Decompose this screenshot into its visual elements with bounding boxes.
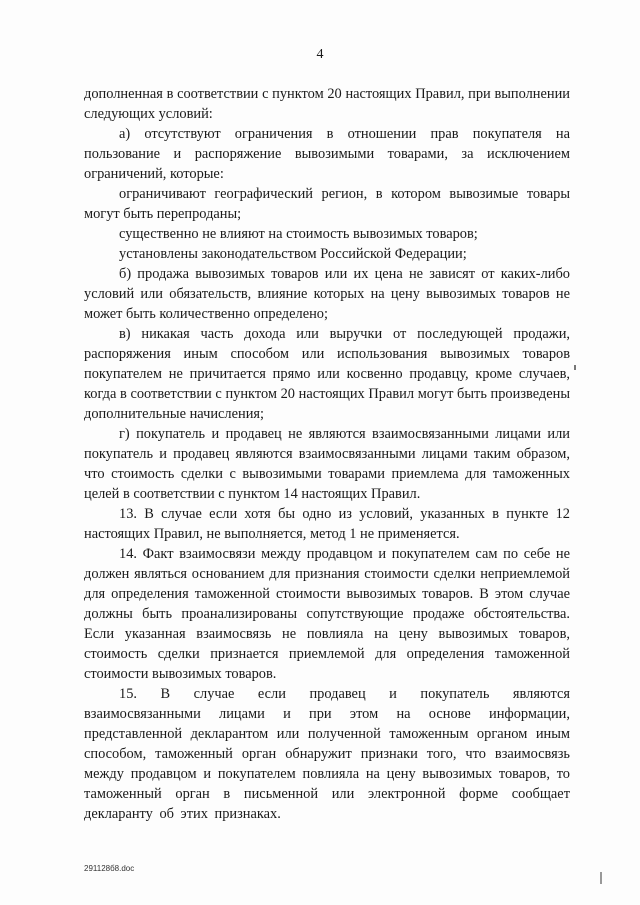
paragraph-continuation: дополненная в соответствии с пунктом 20 настоящих Правил, при выполнении следующих условий: [84,86,570,122]
paragraph-15: 15. В случае если продавец и покупатель являются взаимосвязанными лицами и при этом на основе информации, представленной декларантом или полученной таможенным органом иным способом, таможенный орган обнаружит признаки того, что взаимосвязь между продавцом и покупателем повлияла на цену вывозимых товаров, то таможенный орган в письменной или электронной форме сообщает декларанту об этих признаках. [84,686,570,822]
document-body [84,84,570,824]
paragraph-restriction-value: существенно не влияют на стоимость вывозимых товаров; [119,226,478,242]
paragraph-item-a: а) отсутствуют ограничения в отношении прав покупателя на пользование и распоряжение вывозимыми товарами, за исключением ограничений, которые: [84,126,570,182]
scan-mark-bottom [600,872,602,884]
paragraph-item-g: г) покупатель и продавец не являются взаимосвязанными лицами или покупатель и продавец являются взаимосвязанными лицами таким образом, что стоимость сделки с вывозимыми товарами приемлема для таможенных целей в соответствии с пунктом 14 настоящих Правил. [84,426,570,502]
paragraph-restriction-law: установлены законодательством Российской Федерации; [119,246,467,262]
footer-filename: 291128б8.doc [84,864,135,873]
paragraph-13: 13. В случае если хотя бы одно из условий, указанных в пункте 12 настоящих Правил, не выполняется, метод 1 не применяется. [84,506,570,542]
paragraph-item-b: б) продажа вывозимых товаров или их цена не зависят от каких-либо условий или обязательств, влияние которых на цену вывозимых товаров не может быть количественно определено; [84,266,570,322]
page-number: 4 [316,47,324,62]
scan-mark [574,365,576,370]
paragraph-restriction-region: ограничивают географический регион, в котором вывозимые товары могут быть перепроданы; [84,186,570,222]
paragraph-14: 14. Факт взаимосвязи между продавцом и покупателем сам по себе не должен являться основанием для признания стоимости сделки неприемлемой для определения таможенной стоимости вывозимых товаров. В этом случае должны быть проанализированы сопутствующие продаже обстоятельства. Если указанная взаимосвязь не повлияла на цену вывозимых товаров, стоимость сделки признается приемлемой для определения таможенной стоимости вывозимых товаров. [84,546,570,682]
paragraph-item-v: в) никакая часть дохода или выручки от последующей продажи, распоряжения иным способом или использования вывозимых товаров покупателем не причитается прямо или косвенно продавцу, кроме случаев, когда в соответствии с пунктом 20 настоящих Правил могут быть произведены дополнительные начисления; [84,326,570,422]
